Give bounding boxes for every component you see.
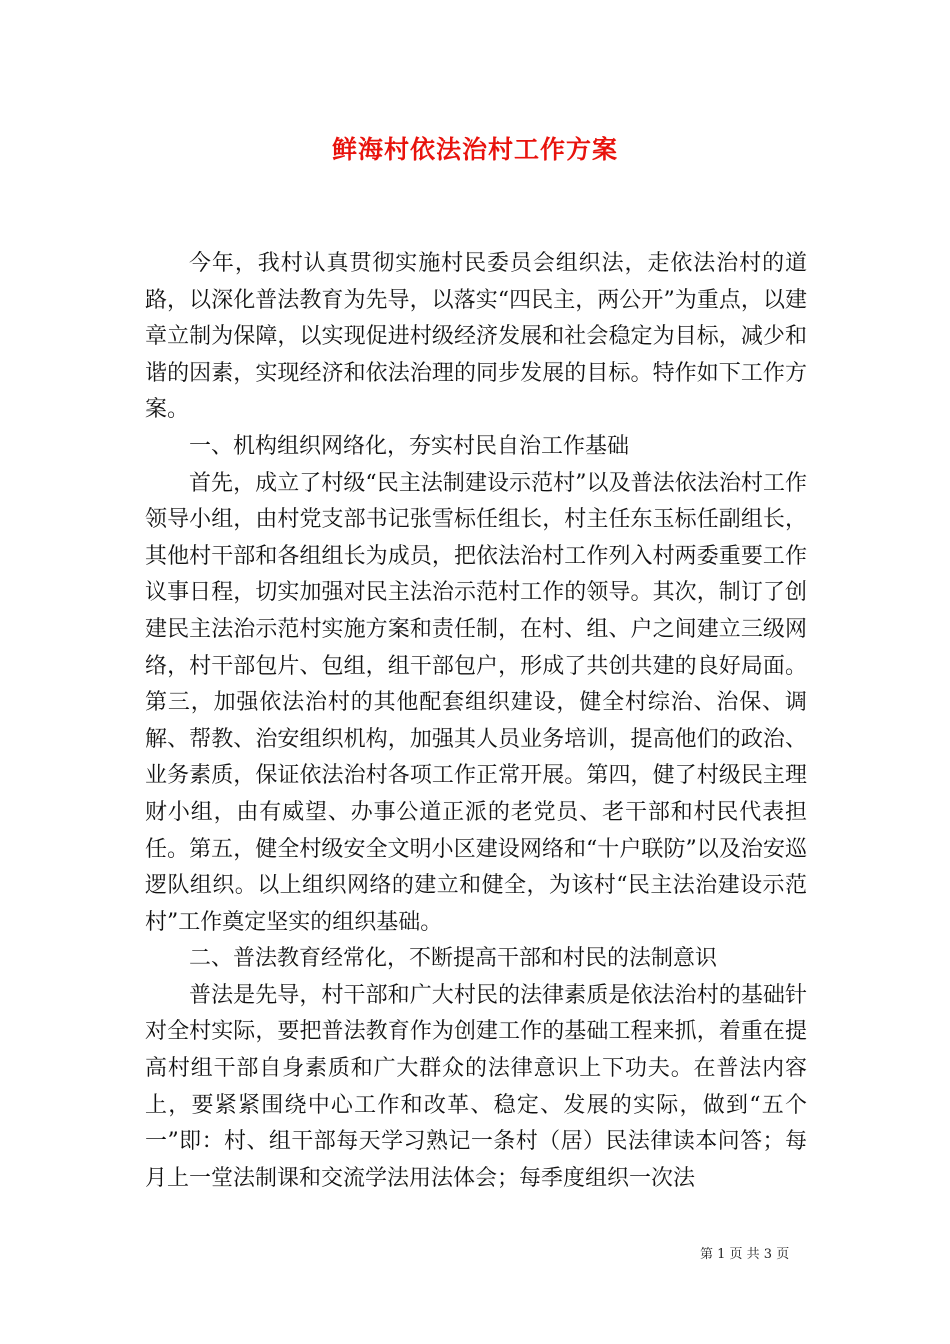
page-footer: 第 1 页 共 3 页 xyxy=(700,1247,790,1262)
section-heading-1: 一、机构组织网络化，夯实村民自治工作基础 xyxy=(189,433,630,459)
section-heading-2: 二、普法教育经常化，不断提高干部和村民的法制意识 xyxy=(189,946,718,972)
document-title: 鲜海村依法治村工作方案 xyxy=(331,135,618,164)
intro-paragraph: 今年，我村认真贯彻实施村民委员会组织法，走依法治村的道路，以深化普法教育为先导，以落实“四民主，两公开”为重点，以建章立制为保障，以实现促进村级经济发展和社会稳定为目标，减少和谐的因素，实现经济和依法治理的同步发展的目标。特作如下工作方案。 xyxy=(145,251,807,423)
document-body xyxy=(145,246,807,1197)
section-1-paragraph: 首先，成立了村级“民主法制建设示范村”以及普法依法治村工作领导小组，由村党支部书记张雪标任组长，村主任东玉标任副组长，其他村干部和各组组长为成员，把依法治村工作列入村两委重要工作议事日程，切实加强对民主法治示范村工作的领导。其次，制订了创建民主法治示范村实施方案和责任制，在村、组、户之间建立三级网络，村干部包片、包组，组干部包户，形成了共创共建的良好局面。第三，加强依法治村的其他配套组织建设，健全村综治、治保、调解、帮教、治安组织机构，加强其人员业务培训，提高他们的政治、业务素质，保证依法治村各项工作正常开展。第四，健了村级民主理财小组，由有威望、办事公道正派的老党员、老干部和村民代表担任。第五，健全村级安全文明小区建设网络和“十户联防”以及治安巡逻队组织。以上组织网络的建立和健全，为该村“民主法治建设示范村”工作奠定坚实的组织基础。 xyxy=(145,470,807,935)
section-2-paragraph: 普法是先导，村干部和广大村民的法律素质是依法治村的基础针对全村实际，要把普法教育作为创建工作的基础工程来抓，着重在提高村组干部自身素质和广大群众的法律意识上下功夫。在普法内容上，要紧紧围绕中心工作和改革、稳定、发展的实际，做到“五个一”即：村、组干部每天学习熟记一条村（居）民法律读本问答；每月上一堂法制课和交流学法用法体会；每季度组织一次法 xyxy=(145,982,807,1191)
